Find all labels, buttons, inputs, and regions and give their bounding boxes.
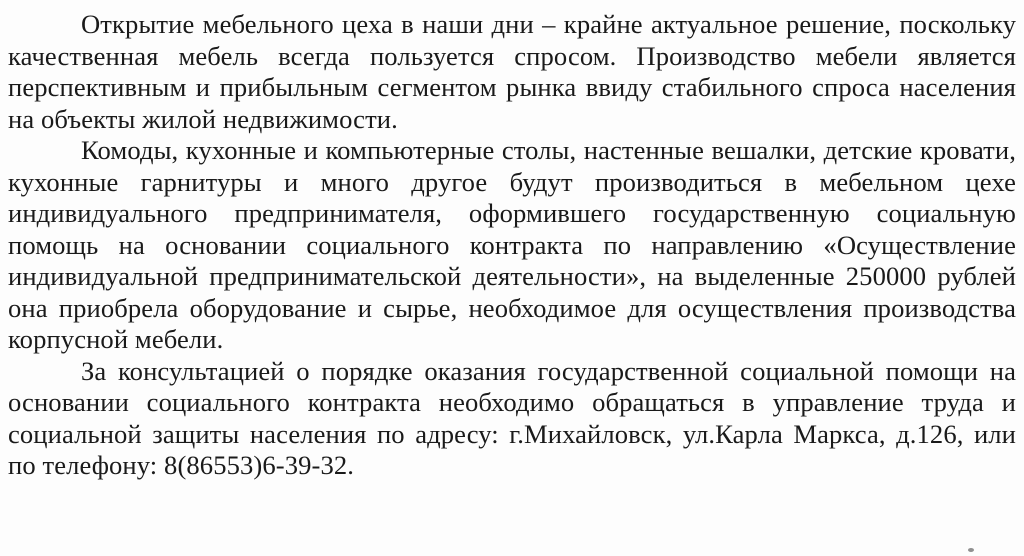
paragraph-furniture-workshop-intro: Открытие мебельного цеха в наши дни – крайне актуальное решение, поскольку качественная мебель всегда пользуется спросом. Производство мебели является перспективным и прибыльным сегментом рынка ввиду стабильного спроса населения на объекты жилой недвижимости. — [8, 9, 1016, 134]
scan-speck — [968, 548, 974, 552]
paragraph-consultation-contact: За консультацией о порядке оказания государственной социальной помощи на основании социального контракта необходимо обращаться в управление труда и социальной защиты населения по адресу: г.Михайловск, ул.Карла Маркса, д.126, или по телефону: 8(86553)6-39-32. — [8, 355, 1016, 480]
paragraph-furniture-production-details: Комоды, кухонные и компьютерные столы, настенные вешалки, детские кровати, кухонные гарнитуры и много другое будут производиться в мебельном цехе индивидуального предпринимателя, оформившего государственную социальную помощь на основании социального контракта по направлению «Осуществление индивидуальной предпринимательской деятельности», на выделенные 250000 рублей она приобрела оборудование и сырье, необходимое для осуществления производства корпусной мебели. — [8, 135, 1016, 354]
